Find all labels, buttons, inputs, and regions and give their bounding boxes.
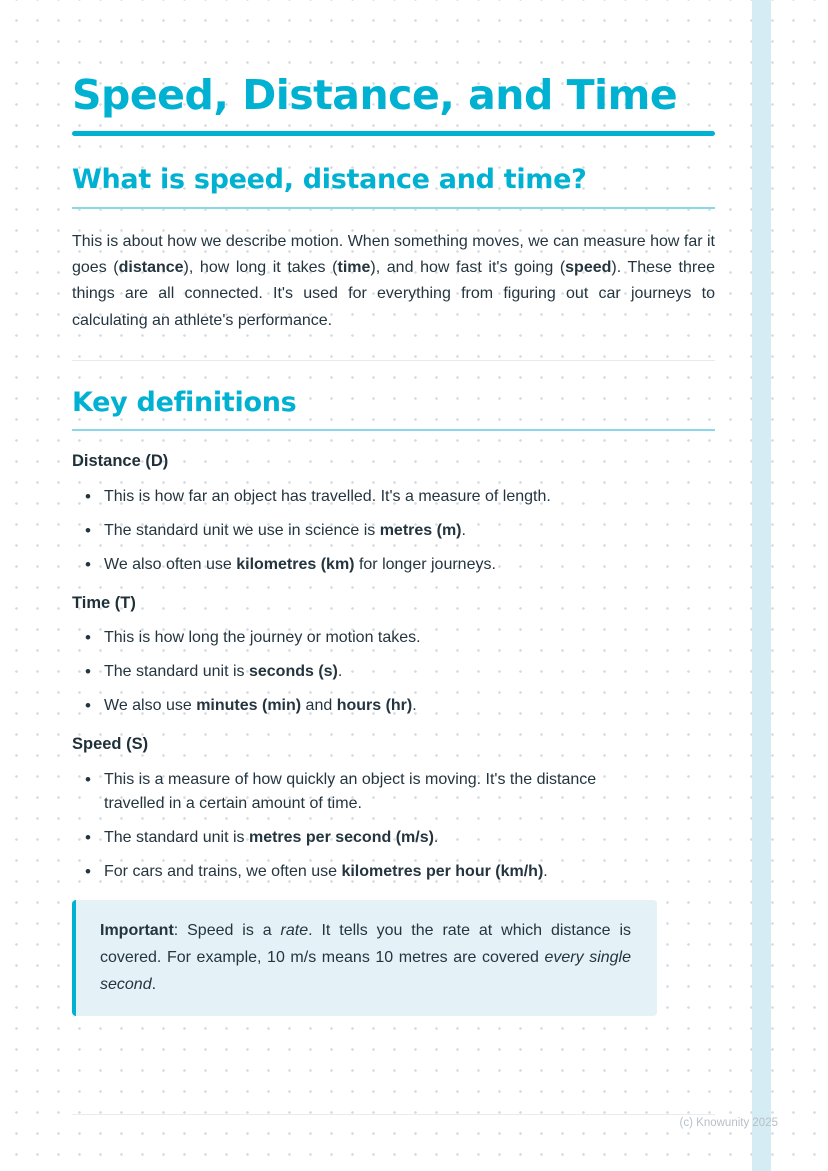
intro-heading-underline bbox=[72, 207, 715, 209]
bullet-item: • The standard unit we use in science is metres (m). bbox=[72, 519, 644, 543]
definition-group-distance bbox=[72, 451, 715, 576]
definition-term-time: Time (T) bbox=[72, 593, 136, 612]
important-callout bbox=[72, 900, 657, 1017]
definition-term-speed: Speed (S) bbox=[72, 735, 149, 754]
bullet-list-speed bbox=[72, 768, 715, 884]
bullet-list-distance bbox=[72, 485, 715, 577]
section-divider bbox=[72, 360, 715, 361]
definition-group-time bbox=[72, 593, 715, 718]
bullet-item: • For cars and trains, we often use kilometres per hour (km/h). bbox=[72, 860, 644, 884]
definition-group-speed bbox=[72, 734, 715, 883]
definitions-section-heading: Key definitions bbox=[72, 387, 297, 419]
title-underline bbox=[72, 131, 715, 136]
bullet-item: • This is a measure of how quickly an object is moving. It's the distance travelled in a certain amount of time. bbox=[72, 768, 644, 816]
intro-section-heading: What is speed, distance and time? bbox=[72, 164, 587, 196]
bullet-item: • This is how long the journey or motion takes. bbox=[72, 626, 644, 650]
intro-paragraph: This is about how we describe motion. When something moves, we can measure how far it goes (distance), how long it takes (time), and how fast it's going (speed). These three things are all connected. It's used for everything from figuring out car journeys to calculating an athlete's performance. bbox=[72, 232, 716, 329]
copyright-notice: (c) Knowunity 2025 bbox=[679, 1117, 778, 1129]
definition-term-distance: Distance (D) bbox=[72, 452, 169, 471]
bullet-list-time bbox=[72, 626, 715, 718]
section-intro bbox=[72, 164, 715, 334]
bullet-item: • We also use minutes (min) and hours (hr). bbox=[72, 694, 644, 718]
footer-divider bbox=[72, 1114, 715, 1115]
bullet-item: • We also often use kilometres (km) for longer journeys. bbox=[72, 553, 644, 577]
callout-text: Important: Speed is a rate. It tells you the rate at which distance is covered. For example, 10 m/s means 10 metres are covered every single second. bbox=[100, 921, 631, 993]
page-title: Speed, Distance, and Time bbox=[72, 71, 678, 119]
bullet-item: • The standard unit is metres per second (m/s). bbox=[72, 826, 644, 850]
section-key-definitions bbox=[72, 387, 715, 1016]
bullet-item: • The standard unit is seconds (s). bbox=[72, 660, 644, 684]
definitions-heading-underline bbox=[72, 429, 715, 431]
bullet-item: • This is how far an object has travelled. It's a measure of length. bbox=[72, 485, 644, 509]
